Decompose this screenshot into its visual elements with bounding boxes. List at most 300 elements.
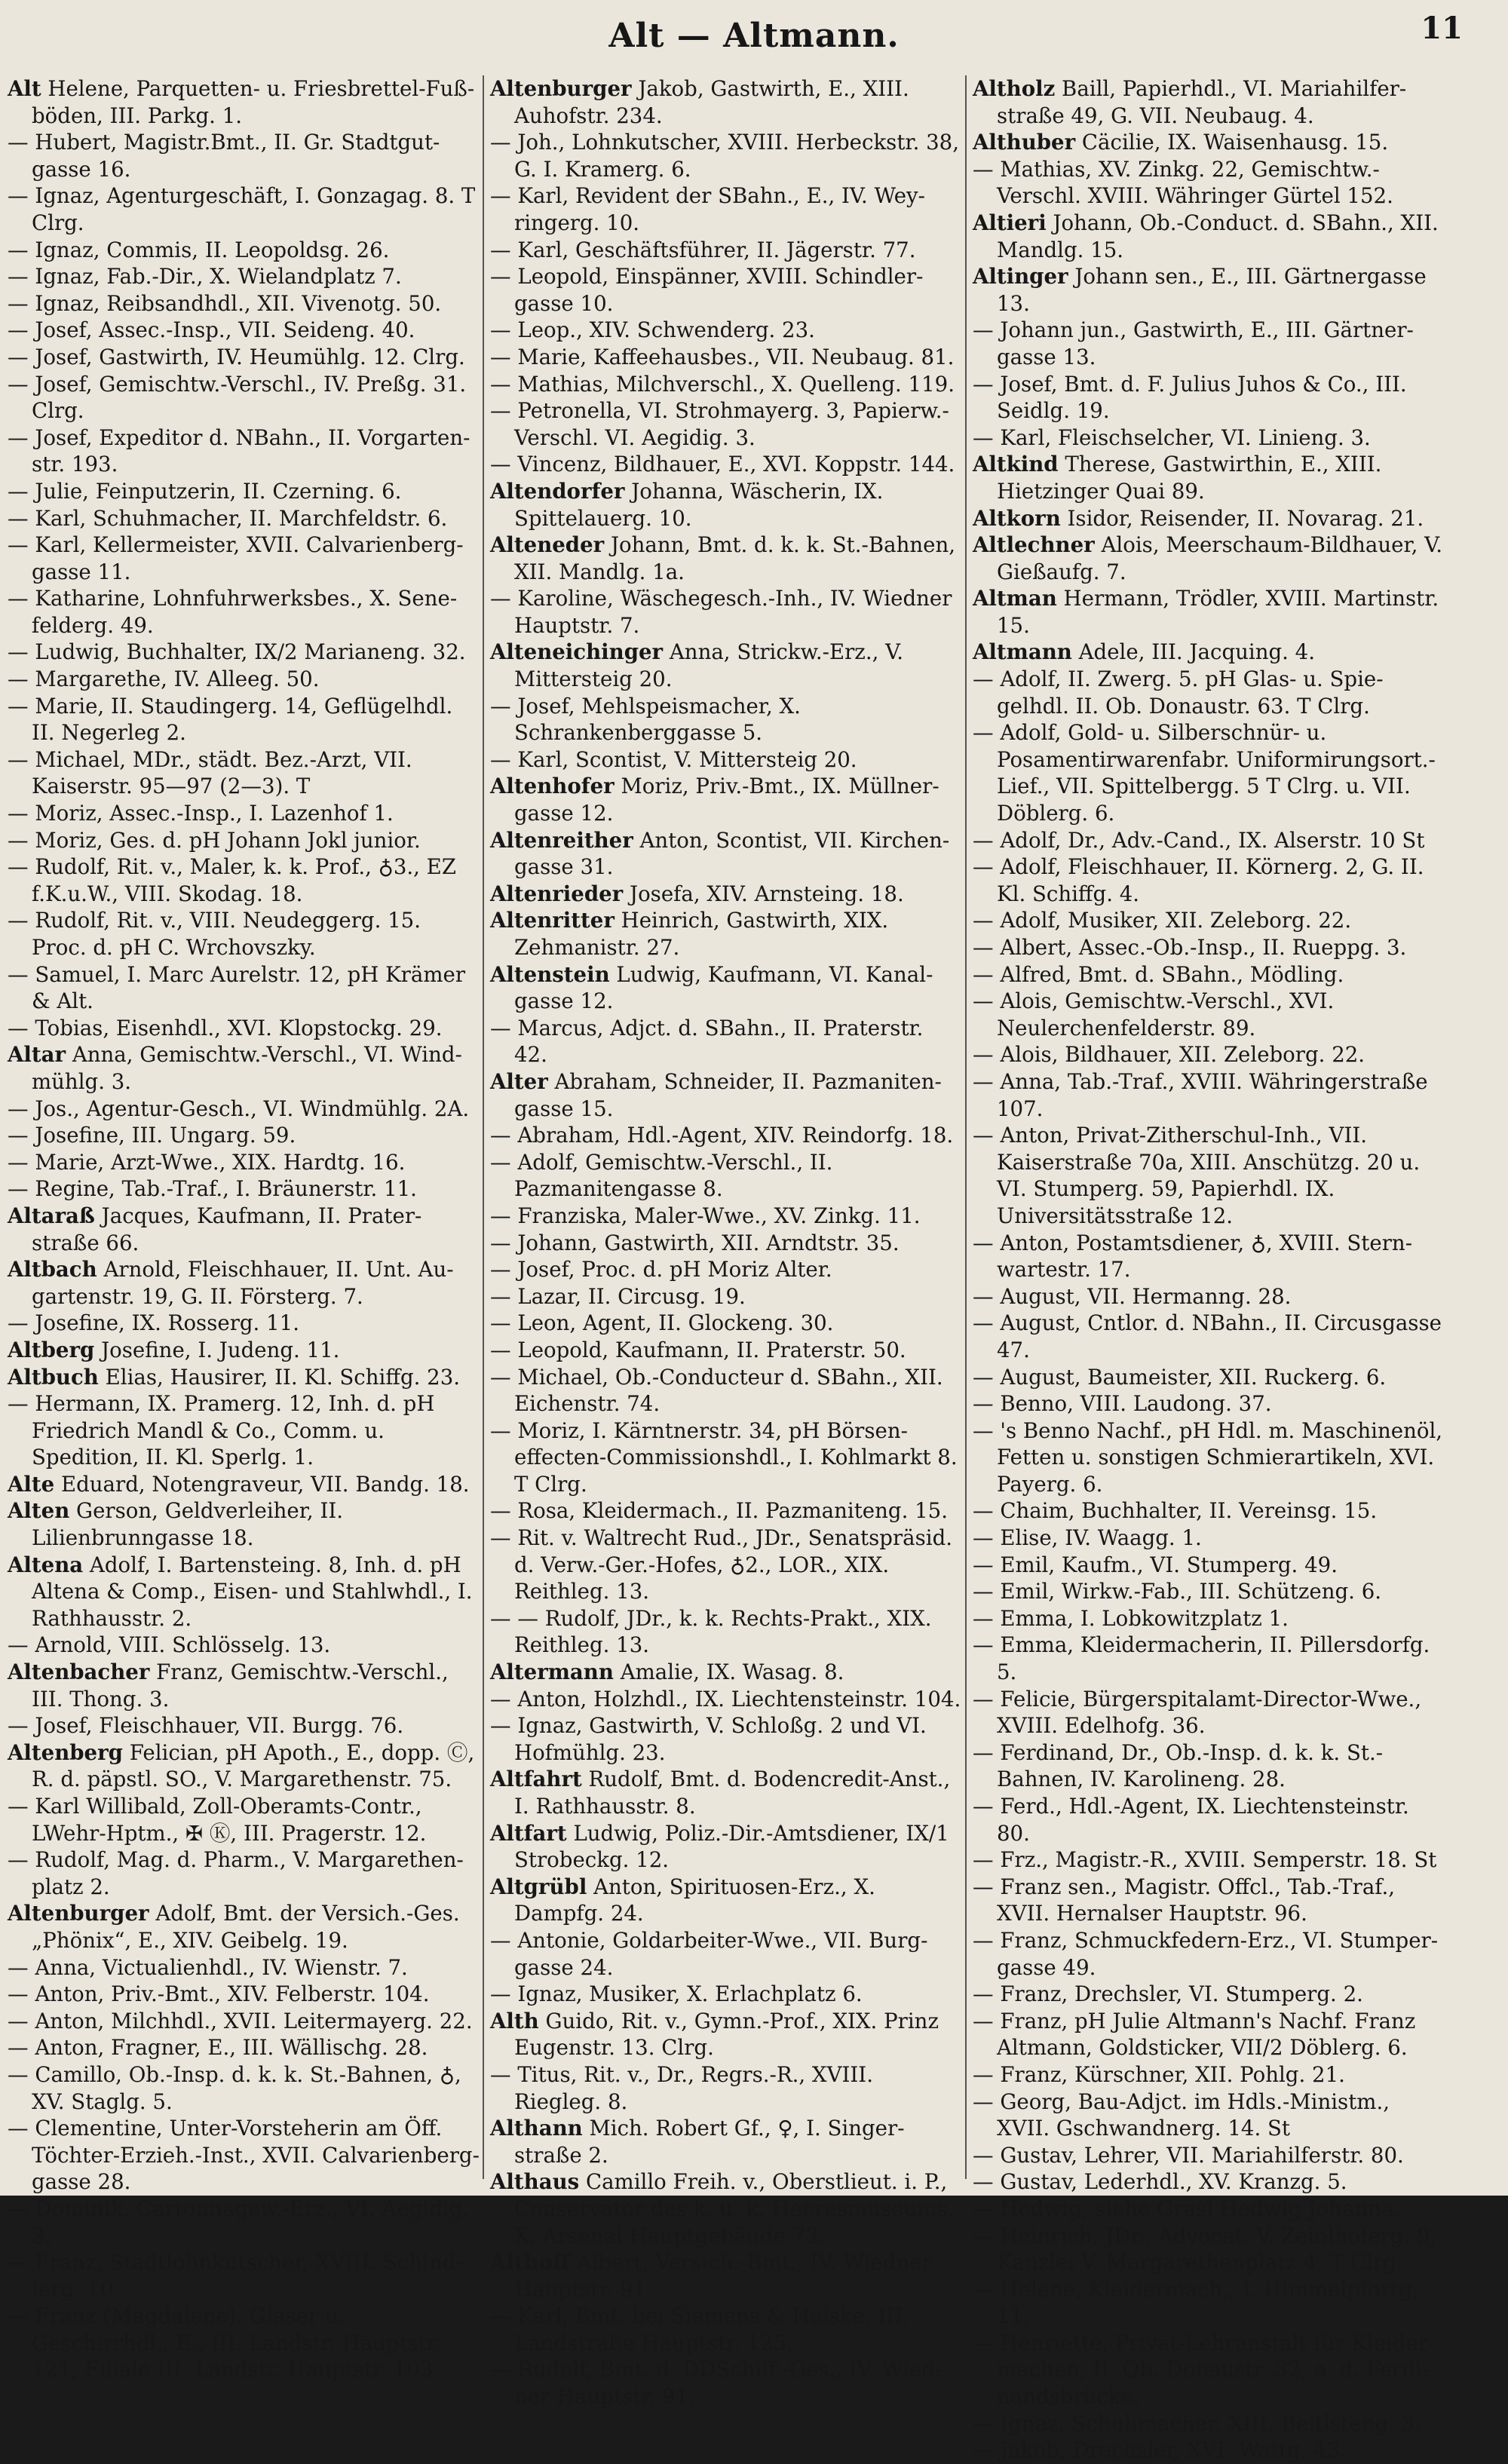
entry-details: — Ignaz, Gastwirth, V. Schloßg. 2 und VI. Hofmühlg. 23.	[490, 1713, 927, 1765]
entry-details: — Franz, Kürschner, XII. Pohlg. 21.	[973, 2061, 1345, 2087]
entry-details: — Alois, Bildhauer, XII. Zeleborg. 22.	[973, 1042, 1365, 1068]
entry-details: — Franz, Schmuckfedern-Erz., VI. Stumpergasse 49.	[973, 1927, 1439, 1980]
directory-entry	[8, 1096, 480, 1123]
entry-details: — Margarethe, IV. Alleeg. 50.	[8, 667, 320, 692]
entry-details: — Adolf, Gemischtw.-Verschl., II. Pazmanitengasse 8.	[490, 1149, 833, 1202]
entry-details: — Antonie, Goldarbeiter-Wwe., VII. Burggasse 24.	[490, 1927, 928, 1980]
directory-entry	[490, 1605, 962, 1659]
directory-entry	[8, 2008, 480, 2035]
entry-details: — Leop., XIV. Schwenderg. 23.	[490, 317, 815, 343]
entry-details: — Josef, Mehlspeismacher, X. Schrankenberggasse 5.	[490, 693, 801, 746]
directory-entry	[490, 1122, 962, 1149]
directory-entry	[973, 1605, 1445, 1632]
entry-details: — Hermann, IX. Pramerg. 12, Inh. d. pH Friedrich Mandl & Co., Comm. u. Spedition, II. Kl. Sperlg. 1.	[8, 1391, 435, 1470]
directory-entry	[490, 317, 962, 344]
entry-details: Jacques, Kaufmann, II. Praterstraße 66.	[32, 1203, 422, 1255]
directory-entry	[8, 1364, 480, 1391]
directory-entry	[973, 2276, 1445, 2330]
entry-surname: Althoff	[490, 2250, 570, 2276]
directory-entry	[490, 1659, 962, 1686]
page-header	[0, 0, 1508, 75]
directory-entry	[973, 907, 1445, 934]
entry-details: — Clementine, Unter-Vorsteherin am Öff. Töchter-Erzieh.-Inst., XVII. Calvarienberggasse 28.	[8, 2116, 480, 2195]
directory-entry	[973, 1417, 1445, 1498]
entry-surname: Altenbacher	[8, 1660, 150, 1685]
directory-entry	[8, 182, 480, 236]
directory-entry	[973, 719, 1445, 826]
column-divider	[965, 75, 967, 2179]
directory-entry	[973, 75, 1445, 129]
directory-entry	[973, 1497, 1445, 1525]
directory-entry	[973, 2223, 1445, 2276]
entry-details: — Marie, II. Staudingerg. 14, Geflügelhdl. II. Negerleg 2.	[8, 693, 453, 746]
directory-entry	[8, 1337, 480, 1364]
directory-entry	[490, 1283, 962, 1310]
directory-entry	[973, 1552, 1445, 1579]
entry-details: — Josef, Gemischtw.-Verschl., IV. Preßg. 31. Clrg.	[8, 371, 467, 424]
directory-entry	[973, 2089, 1445, 2142]
directory-entry	[973, 371, 1445, 424]
directory-entry	[973, 1390, 1445, 1417]
directory-entry	[8, 1954, 480, 1981]
directory-entry	[8, 1015, 480, 1042]
entry-details: Eduard, Notengraveur, VII. Bandg. 18.	[54, 1471, 470, 1497]
entry-surname: Alten	[8, 1498, 70, 1524]
entry-details: — Jos., Agentur-Gesch., VI. Windmühlg. 2A.	[8, 1096, 470, 1121]
entry-details: Johann, Ob.-Conduct. d. SBahn., XII. Mandlg. 15.	[997, 210, 1439, 262]
entry-surname: Altenburger	[8, 1901, 149, 1926]
directory-entry	[8, 317, 480, 344]
directory-entry	[973, 2061, 1445, 2089]
entry-details: — Adolf, Musiker, XII. Zeleborg. 22.	[973, 908, 1352, 933]
entry-surname: Alt	[8, 76, 41, 101]
directory-entry	[8, 854, 480, 907]
directory-entry	[8, 2249, 480, 2303]
entry-details: — Anton, Fragner, E., III. Wällischg. 28.	[8, 2035, 428, 2061]
entry-details: Josefa, XIV. Arnsteing. 18.	[623, 881, 904, 906]
entry-surname: Altbach	[8, 1257, 97, 1283]
entry-details: — Josef, Assec.-Insp., VII. Seideng. 40.	[8, 317, 415, 343]
directory-entry	[973, 1846, 1445, 1874]
directory-entry	[973, 451, 1445, 504]
entry-details: — Karl, Fleischselcher, VI. Linieng. 3.	[973, 424, 1371, 450]
entry-details: — Michael, MDr., städt. Bez.-Arzt, VII. Kaiserstr. 95—97 (2—3). T	[8, 746, 412, 799]
directory-entry	[8, 371, 480, 424]
directory-entry	[8, 478, 480, 505]
entry-details: — Joh., Lohnkutscher, XVIII. Herbeckstr. 38, G. I. Kramerg. 6.	[490, 130, 960, 182]
directory-entry	[8, 1310, 480, 1337]
entry-surname: Althuber	[973, 130, 1076, 155]
directory-entry	[973, 532, 1445, 585]
directory-entry	[8, 1632, 480, 1659]
entry-surname: Alth	[490, 2008, 539, 2033]
entry-details: — Ferd., Hdl.-Agent, IX. Liechtensteinstr. 80.	[973, 1794, 1409, 1846]
directory-entry	[8, 1175, 480, 1203]
directory-entry	[490, 1712, 962, 1766]
entry-details: — Anna, Tab.-Traf., XVIII. Währingerstraße 107.	[973, 1068, 1428, 1121]
directory-entry	[973, 156, 1445, 210]
directory-entry	[490, 129, 962, 182]
entry-details: — Gustav, Lehrer, VII. Mariahilferstr. 80.	[973, 2142, 1404, 2168]
entry-details: Rudolf, Bmt. d. Bodencredit-Anst., I. Rathhausstr. 8.	[514, 1767, 951, 1819]
directory-entry	[490, 182, 962, 236]
directory-entry	[8, 1497, 480, 1551]
entry-details: — Franz sen., Magistr. Offcl., Tab.-Traf., XVII. Hernalser Hauptstr. 96.	[973, 1874, 1396, 1926]
entry-details: Therese, Gastwirthin, E., XIII. Hietzinger Quai 89.	[997, 452, 1382, 504]
directory-entry	[490, 1364, 962, 1417]
entry-surname: Altlechner	[973, 532, 1095, 558]
entry-details: — Anton, Holzhdl., IX. Liechtensteinstr. 104.	[490, 1686, 961, 1712]
entry-details: — Rudolf, Mag. d. Pharm., V. Margarethenplatz 2.	[8, 1847, 464, 1899]
directory-entry	[8, 237, 480, 264]
directory-entry	[973, 2437, 1445, 2464]
directory-entry	[8, 344, 480, 371]
entry-details: Johann sen., E., III. Gärtnergasse 13.	[997, 264, 1427, 316]
entry-surname: Alteneder	[490, 532, 605, 558]
directory-entry	[973, 827, 1445, 854]
entry-details: Moriz, Priv.-Bmt., IX. Müllnergasse 12.	[514, 774, 939, 826]
entry-surname: Altenhofer	[490, 774, 615, 799]
directory-entry	[973, 1874, 1445, 1927]
entry-details: — Karl, Kellermeister, XVII. Calvarienberggasse 11.	[8, 532, 464, 584]
directory-entry	[8, 2303, 480, 2383]
directory-entry	[490, 1417, 962, 1498]
directory-entry	[973, 2008, 1445, 2061]
entry-details: — Ignaz, Reibsandhdl., XII. Vivenotg. 50.	[8, 290, 442, 316]
entry-surname: Alteneichinger	[490, 639, 664, 665]
entry-details: — August, Cntlor. d. NBahn., II. Circusgasse 47.	[973, 1310, 1442, 1362]
directory-entry	[8, 2034, 480, 2061]
entry-surname: Altaraß	[8, 1203, 95, 1228]
entry-details: — Karl, Revident der SBahn., E., IV. Weyringerg. 10.	[490, 183, 925, 235]
entry-details: Guido, Rit. v., Gymn.-Prof., XIX. Prinz Eugenstr. 13. Clrg.	[514, 2008, 939, 2061]
entry-details: — Josefine, III. Ungarg. 59.	[8, 1123, 296, 1148]
entry-details: — Josef, Fleischhauer, VII. Burgg. 76.	[8, 1713, 404, 1739]
directory-entry	[8, 1552, 480, 1632]
entry-details: — Julie, Feinputzerin, II. Czerning. 6.	[8, 478, 402, 504]
entry-details: — Elise, IV. Waagg. 1.	[973, 1525, 1202, 1551]
directory-entry	[490, 2303, 962, 2356]
directory-entry	[8, 1712, 480, 1739]
page-number: 11	[1421, 11, 1463, 46]
directory-entry	[490, 1230, 962, 1257]
directory-entry	[490, 1766, 962, 1819]
entry-details: Baill, Papierhdl., VI. Mariahilferstraße 49, G. VII. Neubaug. 4.	[997, 76, 1407, 128]
entry-surname: Altenburger	[490, 76, 632, 101]
entry-surname: Althaus	[490, 2169, 580, 2195]
entry-details: — Leopold, Einspänner, XVIII. Schindlergasse 10.	[490, 264, 924, 316]
directory-entry	[8, 1793, 480, 1846]
directory-entry	[8, 907, 480, 961]
entry-details: — Arnold, VIII. Schlösselg. 13.	[8, 1632, 331, 1658]
directory-entry	[973, 1578, 1445, 1605]
entry-surname: Altfart	[490, 1820, 567, 1846]
directory-entry	[490, 1874, 962, 1927]
directory-entry	[973, 854, 1445, 907]
entry-details: — Alfred, Bmt. d. SBahn., Mödling.	[973, 961, 1344, 987]
directory-entry	[8, 290, 480, 317]
entry-details: — Heinrich, JDr., Advocat, V. Zeinlhoferg. 9, Kanzlei V. Margarethenplatz 4. T Clrg.	[973, 2223, 1437, 2276]
directory-entry	[490, 1981, 962, 2008]
directory-entry	[490, 639, 962, 692]
entry-surname: Altman	[973, 586, 1057, 611]
entry-details: — Albert, Assec.-Ob.-Insp., II. Rueppg. 3.	[973, 935, 1407, 960]
entry-details: — Karl Willibald, Zoll-Oberamts-Contr., LWehr-Hptm., ✠ Ⓚ, III. Pragerstr. 12.	[8, 1794, 427, 1846]
directory-entry	[490, 397, 962, 451]
directory-entry	[8, 585, 480, 639]
entry-details: — August, VII. Hermanng. 28.	[973, 1283, 1292, 1309]
entry-details: — Ignaz, Fab.-Dir., X. Wielandplatz 7.	[8, 264, 402, 290]
entry-details: — 's Benno Nachf., pH Hdl. m. Maschinenöl, Fetten u. sonstigen Schmierartikeln, XVI. Payerg. 6.	[973, 1417, 1443, 1497]
directory-entry	[490, 693, 962, 746]
directory-entry	[973, 317, 1445, 370]
column-3	[973, 75, 1445, 2463]
entry-details: — Karl, Schuhmacher, II. Marchfeldstr. 6.	[8, 505, 448, 531]
entry-details: Johanna, Wäscherin, IX. Spittelauerg. 10.	[514, 478, 884, 531]
directory-entry	[490, 1686, 962, 1713]
entry-details: — Ludwig, Buchhalter, IX/2 Marianeng. 32.	[8, 639, 466, 665]
entry-details: — Adolf, Fleischhauer, II. Körnerg. 2, G. II. Kl. Schiffg. 4.	[973, 854, 1424, 906]
entry-details: Anton, Spirituosen-Erz., X. Dampfg. 24.	[514, 1874, 875, 1926]
directory-entry	[490, 2061, 962, 2115]
entry-details: — Mathias, Milchverschl., X. Quelleng. 119.	[490, 371, 955, 397]
entry-details: — Emil, Wirkw.-Fab., III. Schützeng. 6.	[973, 1579, 1382, 1604]
entry-details: — Franz (Magdalene), Glaser u. Geschirrhdl., E., III. Landstr. Hauptstr. 121, Filiale III. Landstr. Hauptstr. 103.	[8, 2303, 441, 2383]
entry-details: — Hubert, Magistr.Bmt., II. Gr. Stadtgutgasse 16.	[8, 130, 440, 182]
entry-details: — Anton, Priv.-Bmt., XIV. Felberstr. 104.	[8, 1981, 430, 2007]
entry-details: Camillo Freih. v., Oberstlieut. i. P., Conservator des k. u. k. Heeresmuseums, X. Arsenal Hauptgebäude 73.	[514, 2169, 955, 2248]
entry-details: — Ignaz, Commis, II. Leopoldsg. 26.	[8, 237, 390, 262]
entry-details: Elias, Hausirer, II. Kl. Schiffg. 23.	[98, 1364, 461, 1390]
directory-entry	[8, 1846, 480, 1900]
directory-entry	[8, 505, 480, 532]
directory-entry	[973, 2196, 1445, 2223]
entry-details: Mich. Robert Gf., ♀, I. Singerstraße 2.	[514, 2116, 905, 2168]
directory-entry	[490, 1068, 962, 1122]
directory-entry	[973, 1041, 1445, 1068]
directory-entry	[490, 2356, 962, 2410]
entry-details: Albert, Versich.-Bmt., IV. Wiedner Hauptstr. 91.	[514, 2250, 932, 2302]
entry-details: — Josef, Gastwirth, IV. Heumühlg. 12. Clrg.	[8, 344, 465, 369]
directory-entry	[490, 1149, 962, 1203]
directory-entry	[8, 532, 480, 585]
directory-entry	[490, 2249, 962, 2303]
entry-details: Josefine, I. Judeng. 11.	[94, 1337, 340, 1362]
entry-details: — Anna, Victualienhdl., IV. Wienstr. 7.	[8, 1954, 408, 1980]
directory-entry	[490, 907, 962, 961]
entry-details: — Vincenz, Bildhauer, E., XVI. Koppstr. 144.	[490, 452, 955, 477]
entry-details: — Petronella, VI. Strohmayerg. 3, Papierw.-Verschl. VI. Aegidig. 3.	[490, 398, 949, 450]
entry-details: — Karl, Geschäftsführer, II. Jägerstr. 77.	[490, 237, 916, 262]
directory-entry	[973, 2142, 1445, 2169]
directory-entry	[490, 1497, 962, 1525]
entry-surname: Altgrübl	[490, 1874, 587, 1899]
entry-surname: Alte	[8, 1471, 55, 1497]
entry-details: — Adolf, Gold- u. Silberschnür- u. Posamentirwarenfabr. Uniformirungsort.-Lief., VII. Spittelbergg. 5 T Clrg. u. VII. Döblerg. 6.	[973, 720, 1436, 826]
directory-entry	[8, 1659, 480, 1712]
directory-entry	[8, 75, 480, 129]
entry-details: — Josef, Bmt. d. F. Julius Juhos & Co., III. Seidlg. 19.	[973, 371, 1407, 424]
entry-details: — Katharine, Lohnfuhrwerksbes., X. Senefelderg. 49.	[8, 586, 458, 638]
directory-entry	[973, 988, 1445, 1041]
entry-surname: Altieri	[973, 210, 1047, 235]
entry-details: — Lazar, II. Circusg. 19.	[490, 1283, 746, 1309]
directory-entry	[973, 2410, 1445, 2438]
entry-details: — Moriz, I. Kärntnerstr. 34, pH Börseneffecten-Commissionshdl., I. Kohlmarkt 8. T Clrg.	[490, 1417, 958, 1497]
directory-entry	[8, 800, 480, 827]
entry-details: — Josefine, IX. Rosserg. 11.	[8, 1310, 299, 1336]
directory-entry	[8, 129, 480, 182]
directory-entry	[490, 881, 962, 908]
directory-entry	[8, 1390, 480, 1471]
directory-entry	[8, 961, 480, 1015]
directory-entry	[490, 827, 962, 881]
entry-details: — Jakob, Drechsler, XVI. Wattg. 43.	[973, 2438, 1347, 2463]
directory-entry	[490, 2115, 962, 2168]
entry-details: Alois, Meerschaum-Bildhauer, V. Gießaufg. 7.	[997, 532, 1443, 584]
directory-entry	[973, 2168, 1445, 2196]
entry-details: — Karl, Bmt. bei Siemens & Halske, III. Landstraße Hauptstr. 125.	[490, 2303, 909, 2355]
directory-entry	[8, 746, 480, 800]
entry-details: — Moriz, Ges. d. pH Johann Jokl junior.	[8, 827, 421, 853]
entry-surname: Altkind	[973, 452, 1059, 477]
directory-entry	[8, 1149, 480, 1176]
directory-entry	[490, 1256, 962, 1283]
entry-details: — Helene, Kleidermach., I. Himmelpfortg. 11.	[973, 2276, 1419, 2329]
entry-details: Cäcilie, IX. Waisenhausg. 15.	[1075, 130, 1389, 155]
directory-entry	[973, 1793, 1445, 1846]
directory-entry	[8, 827, 480, 854]
entry-surname: Altenstein	[490, 961, 610, 987]
directory-entry	[8, 1041, 480, 1095]
entry-surname: Altbuch	[8, 1364, 99, 1390]
entry-details: Hermann, Trödler, XVIII. Martinstr. 15.	[997, 586, 1439, 638]
directory-entry	[8, 263, 480, 290]
entry-details: — Marie, Arzt-Wwe., XIX. Hardtg. 16.	[8, 1149, 406, 1175]
entry-details: — Franziska, Maler-Wwe., XV. Zinkg. 11.	[490, 1203, 921, 1228]
entry-details: — Titus, Rit. v., Dr., Regrs.-R., XVIII. Riegleg. 8.	[490, 2061, 873, 2114]
entry-details: Helene, Parquetten- u. Friesbrettel-Fußböden, III. Parkg. 1.	[32, 76, 475, 128]
entry-details: — Moriz, Assec.-Insp., I. Lazenhof 1.	[8, 801, 394, 826]
directory-entry	[490, 1203, 962, 1230]
directory-entry	[490, 961, 962, 1015]
directory-entry	[973, 961, 1445, 988]
entry-surname: Altenreither	[490, 827, 633, 853]
entry-details: — Felicie, Bürgerspitalamt-Director-Wwe., XVIII. Edelhofg. 36.	[973, 1686, 1422, 1739]
directory-entry	[8, 1256, 480, 1310]
directory-entry	[8, 2061, 480, 2115]
column-2	[490, 75, 962, 2410]
entry-details: — Ignaz, Agenturgeschäft, I. Gonzagag. 8. T Clrg.	[8, 183, 476, 235]
entry-details: — Adolf, Dr., Adv.-Cand., IX. Alserstr. 10 St	[973, 827, 1425, 853]
entry-details: — Ignaz, Musiker, X. Erlachplatz 6.	[490, 1981, 863, 2007]
directory-entry	[8, 666, 480, 693]
directory-entry	[490, 1337, 962, 1364]
entry-details: — Karl, Scontist, V. Mittersteig 20.	[490, 746, 857, 772]
entry-details: — Franz, pH Julie Altmann's Nachf. Franz Altmann, Goldsticker, VII/2 Döblerg. 6.	[973, 2008, 1416, 2061]
directory-entry	[973, 585, 1445, 639]
entry-surname: Altermann	[490, 1660, 614, 1685]
directory-entry	[490, 478, 962, 532]
directory-entry	[8, 1122, 480, 1149]
entry-details: — Rudolf, Rit. v., Maler, k. k. Prof., ♁3., EZ f.K.u.W., VIII. Skodag. 18.	[8, 854, 457, 906]
entry-surname: Altar	[8, 1042, 66, 1068]
entry-details: Ludwig, Kaufmann, VI. Kanalgasse 12.	[514, 961, 933, 1014]
entry-details: — Emma, I. Lobkowitzplatz 1.	[973, 1605, 1289, 1631]
directory-entry	[973, 1981, 1445, 2008]
entry-details: — Benno, VIII. Laudong. 37.	[973, 1391, 1272, 1417]
entry-details: — Leopold, Kaufmann, II. Praterstr. 50.	[490, 1337, 906, 1362]
directory-entry	[8, 1981, 480, 2008]
entry-details: — Alois, Gemischtw.-Verschl., XVI. Neulerchenfelderstr. 89.	[973, 988, 1335, 1040]
entry-details: — Tobias, Eisenhdl., XVI. Klopstockg. 29.	[8, 1015, 443, 1040]
directory-entry	[973, 1364, 1445, 1391]
entry-details: — Marie, Kaffeehausbes., VII. Neubaug. 81.	[490, 344, 955, 369]
entry-details: — Ignaz, Schuhmacher, XIII. Beitlsteng. 3.	[973, 2410, 1421, 2436]
entry-details: Ludwig, Poliz.-Dir.-Amtsdiener, IX/1 Strobeckg. 12.	[514, 1820, 949, 1873]
directory-entry	[8, 2115, 480, 2196]
entry-details: Adolf, Bmt. der Versich.-Ges. „Phönix“, E., XIV. Geibelg. 19.	[32, 1901, 460, 1953]
directory-entry	[973, 210, 1445, 263]
entry-surname: Althann	[490, 2116, 583, 2141]
entry-details: — Samuel, I. Marc Aurelstr. 12, pH Krämer & Alt.	[8, 961, 466, 1014]
entry-details: Jakob, Gastwirth, E., XIII. Auhofstr. 234.	[514, 76, 909, 128]
directory-entry	[490, 344, 962, 371]
directory-entry	[973, 1927, 1445, 1981]
entry-details: — Rudolf, Bmt. d. DDSchiff.-Ges., IV. Wiedner Hauptstr. 91.	[490, 2357, 942, 2410]
entry-details: — Emma, Kleidermacherin, II. Pillersdorfg. 5.	[973, 1632, 1430, 1685]
directory-entry	[490, 1015, 962, 1068]
directory-entry	[973, 666, 1445, 719]
column-1	[8, 75, 480, 2383]
directory-entry	[490, 75, 962, 129]
entry-details: — Frz., Magistr.-R., XVIII. Semperstr. 18. St	[973, 1847, 1437, 1873]
entry-surname: Altholz	[973, 76, 1056, 101]
entry-details: Anna, Strickw.-Erz., V. Mittersteig 20.	[514, 639, 904, 692]
directory-entry	[490, 746, 962, 774]
entry-surname: Altfahrt	[490, 1767, 582, 1792]
entry-details: — Dominik, Cartonnagew.-Erz., VI. Aegidig. 3.	[8, 2196, 470, 2248]
directory-entry	[8, 1900, 480, 1954]
entry-details: — Chaim, Buchhalter, II. Vereinsg. 15.	[973, 1498, 1378, 1524]
directory-entry	[490, 263, 962, 317]
entry-details: — Regine, Tab.-Traf., I. Bräunerstr. 11.	[8, 1176, 417, 1202]
directory-entry	[8, 1203, 480, 1256]
directory-entry	[490, 1525, 962, 1605]
directory-entry	[8, 424, 480, 478]
directory-entry	[973, 1686, 1445, 1739]
entry-details: Johann, Bmt. d. k. k. St.-Bahnen, XII. Mandlg. 1a.	[514, 532, 955, 584]
entry-details: — Josef, Proc. d. pH Moriz Alter.	[490, 1257, 832, 1283]
entry-details: — Gustav, Lederhdl., XV. Kranzg. 5.	[973, 2169, 1347, 2195]
directory-entry	[490, 532, 962, 585]
entry-details: — Marcus, Adjct. d. SBahn., II. Praterstr. 42.	[490, 1015, 924, 1068]
entry-details: — Anton, Postamtsdiener, ♁, XVIII. Sternwartestr. 17.	[973, 1230, 1413, 1283]
entry-details: — Josef, Expeditor d. NBahn., II. Vorgartenstr. 193.	[8, 424, 470, 477]
entry-details: — Adolf, II. Zwerg. 5. pH Glas- u. Spiegelhdl. II. Ob. Donaustr. 63. T Clrg.	[973, 667, 1384, 719]
entry-surname: Altenberg	[8, 1739, 123, 1765]
entry-surname: Altenrieder	[490, 881, 624, 906]
directory-entry	[490, 585, 962, 639]
directory-entry	[973, 1632, 1445, 1685]
directory-entry	[8, 1471, 480, 1498]
directory-entry	[8, 639, 480, 666]
directory-entry	[8, 2196, 480, 2249]
directory-entry	[490, 773, 962, 826]
entry-surname: Altenritter	[490, 908, 615, 933]
entry-details: Arnold, Fleischhauer, II. Unt. Augartenstr. 19, G. II. Försterg. 7.	[32, 1257, 454, 1309]
entry-surname: Altkorn	[973, 505, 1061, 531]
